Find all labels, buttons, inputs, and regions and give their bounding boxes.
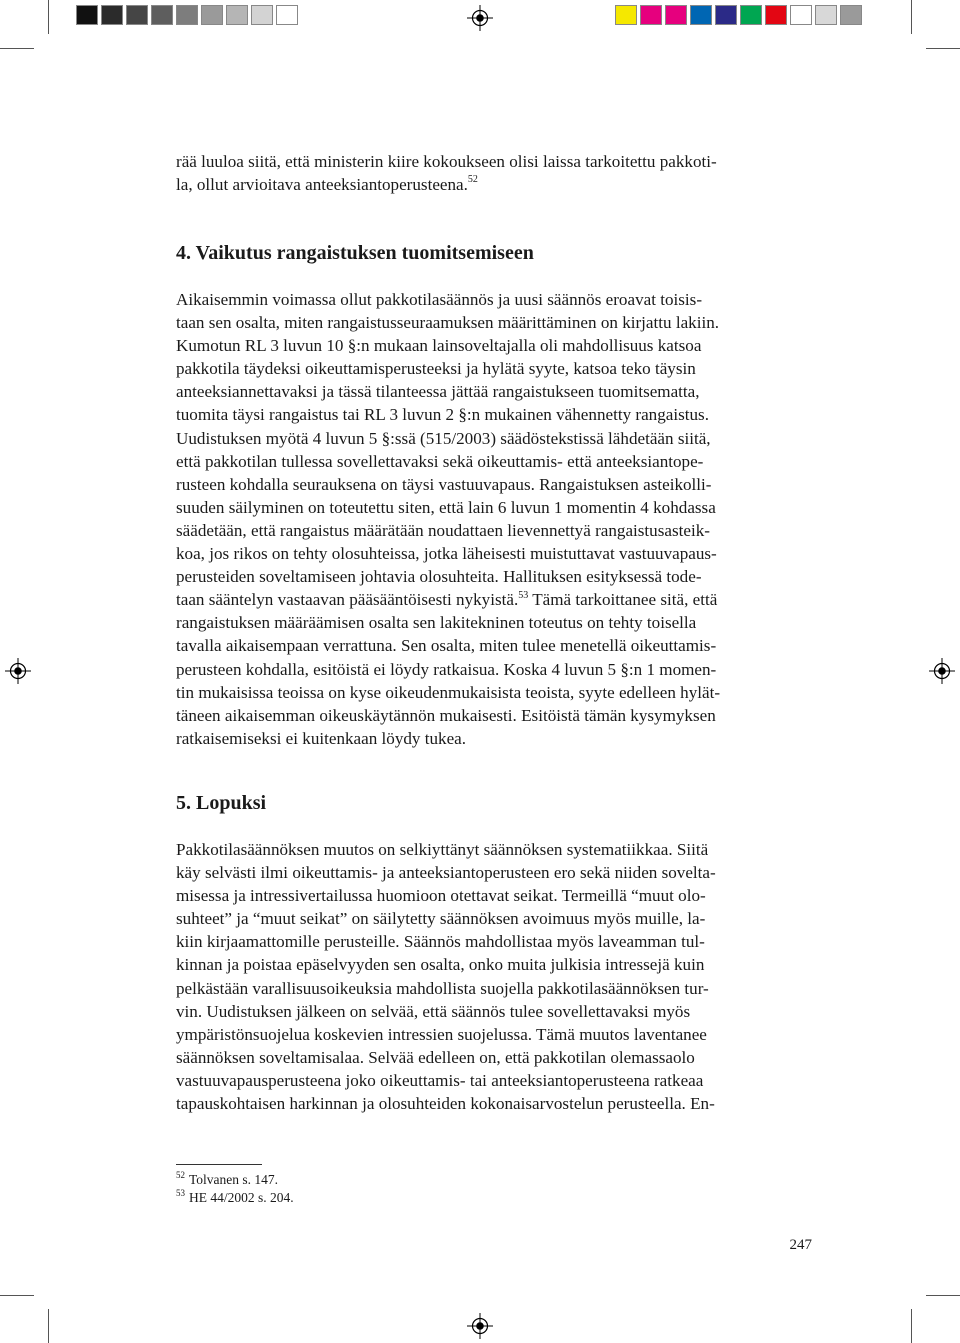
gray-swatch xyxy=(101,5,123,25)
section-5 xyxy=(176,791,812,1115)
crop-mark xyxy=(911,0,912,34)
footnote-ref: 52 xyxy=(467,174,478,186)
footnote-number: 52 xyxy=(176,1169,185,1180)
paragraph-text: Tämä tarkoittanee sitä, että rangaistuksen määräämisen osalta sen lakitekninen toteutus on tehty toisella tavalla aikaisempaan verrattuna. Sen osalta, miten tulee menetellä oikeuttamis- perusteen kohdalla, esitöistä ei löydy ratkaisua. Koska 4 luvun 5 §:n 1 momen- tin mukaisissa teoissa on kyse oikeudenmukaisista teoista, syyte edelleen hylät- täneen aikaisemman oikeuskäytännön mukaisesti. Esitöistä tämän kysymyksen ratkaisemiseksi ei kuitenkaan löydy tukea. xyxy=(176,590,721,748)
section-4 xyxy=(176,241,812,750)
gray-swatch xyxy=(226,5,248,25)
section-heading: 4. Vaikutus rangaistuksen tuomitsemiseen xyxy=(176,242,534,264)
registration-mark-icon xyxy=(929,658,955,684)
body-paragraph: Pakkotilasäännöksen muutos on selkiyttänyt säännöksen systematiikkaa. Siitä käy selvästi ilmi oikeuttamis- ja anteeksiantoperusteen ero sekä niiden sovelta- misessa ja intressivertailussa huomioon otettavat seikat. Termeillä “muut olo- suhteet” ja “muut seikat” on säilytetty säännöksen avoimuus myös muille, la- kiin kirjaamattomille perusteille. Säännös mahdollistaa myös laveamman tul- kinnan ja poistaa epäselvyyden sen osalta, onko muita julkisia intressejä kuin pelkästään varallisuusoikeuksia mahdollista suojella pakkotilasäännöksen tur- vin. Uudistuksen jälkeen on selvää, että säännös tulee sovellettavaksi myös ympäristönsuojelua koskevien intressien suojelussa. Tämä muutos laventanee säännöksen soveltamisalaa. Selvää edelleen on, että pakkotilan olemassaolo vastuuvapausperusteena joko oikeuttamis- tai anteeksiantoperusteena ratkeaa tapauskohtaisen harkinnan ja olosuhteiden kokonaisarvostelun perusteella. En- xyxy=(176,840,716,1114)
section-heading: 5. Lopuksi xyxy=(176,792,267,814)
gray-swatch xyxy=(251,5,273,25)
paragraph-text: Aikaisemmin voimassa ollut pakkotilasäännös ja uusi säännös eroavat toisis- taan sen osalta, miten rangaistusseuraamuksen määrittäminen on kirjattu lakiin. Kumotun RL 3 luvun 10 §:n mukaan lainsoveltajalla oli mahdollisuus katsoa pakkotila täydeksi oikeuttamisperusteeksi ja hylätä syyte, katsoa teko täysin anteeksiannettavaksi ja tässä tilanteessa jättää rangaistukseen tuomitsematta, tuomita täysi rangaistus tai RL 3 luvun 2 §:n mukainen vähennetty rangaistus. Uudistuksen myötä 4 luvun 5 §:ssä (515/2003) säädöstekstissä lähdetään siitä, että pakkotilan tullessa sovellettavaksi sekä oikeuttamis- että anteeksiantope- rusteen kohdalla seurauksena on täysi vastuuvapaus. Rangaistuksen asteikolli- suuden säilyminen on toteutettu siten, että lain 6 luvun 1 momentin 4 kohdassa säädetään, että rangaistus määrätään noudattaen lievennettyä rangaistusasteik- koa, jos rikos on tehty olosuhteissa, jotka läheisesti muistuttavat vastuuvapaus- perusteiden soveltamiseen johtavia olosuhteita. Hallituksen esityksessä tode- taan sääntelyn vastaavan pääsääntöisesti nykyistä. xyxy=(176,290,720,610)
intro-paragraph-block xyxy=(176,150,812,196)
page-number: 247 xyxy=(789,1237,812,1253)
footnote xyxy=(176,1171,278,1188)
crop-mark xyxy=(0,48,34,49)
crop-mark xyxy=(48,0,49,34)
footnote-text: HE 44/2002 s. 204. xyxy=(189,1190,294,1205)
footnote-number: 53 xyxy=(176,1187,185,1198)
paragraph-text: rää luuloa siitä, että ministerin kiire kokoukseen olisi laissa tarkoitettu pakkoti- la, ollut arvioitava anteeksiantoperusteena. xyxy=(176,152,717,195)
color-swatch xyxy=(765,5,787,25)
crop-mark xyxy=(48,1309,49,1343)
body-paragraph xyxy=(176,150,812,196)
color-swatch xyxy=(815,5,837,25)
gray-swatch xyxy=(126,5,148,25)
gray-swatch xyxy=(201,5,223,25)
crop-mark xyxy=(926,48,960,49)
footnote-ref: 53 xyxy=(518,589,529,601)
footnote-text: Tolvanen s. 147. xyxy=(189,1172,279,1187)
color-swatch xyxy=(840,5,862,25)
registration-mark-icon xyxy=(5,658,31,684)
color-swatch xyxy=(740,5,762,25)
color-calibration-bar xyxy=(615,5,865,25)
gray-swatch xyxy=(151,5,173,25)
crop-mark xyxy=(911,1309,912,1343)
registration-mark-icon xyxy=(467,1313,493,1339)
crop-mark xyxy=(926,1295,960,1296)
crop-mark xyxy=(0,1295,34,1296)
color-swatch xyxy=(715,5,737,25)
color-swatch xyxy=(690,5,712,25)
body-paragraph xyxy=(176,288,812,750)
gray-swatch xyxy=(76,5,98,25)
footnote xyxy=(176,1189,294,1206)
color-swatch xyxy=(615,5,637,25)
gray-swatch xyxy=(276,5,298,25)
registration-mark-icon xyxy=(467,5,493,31)
color-swatch xyxy=(790,5,812,25)
footnote-divider xyxy=(176,1164,262,1165)
color-swatch xyxy=(665,5,687,25)
grayscale-calibration-bar xyxy=(76,5,301,25)
gray-swatch xyxy=(176,5,198,25)
color-swatch xyxy=(640,5,662,25)
